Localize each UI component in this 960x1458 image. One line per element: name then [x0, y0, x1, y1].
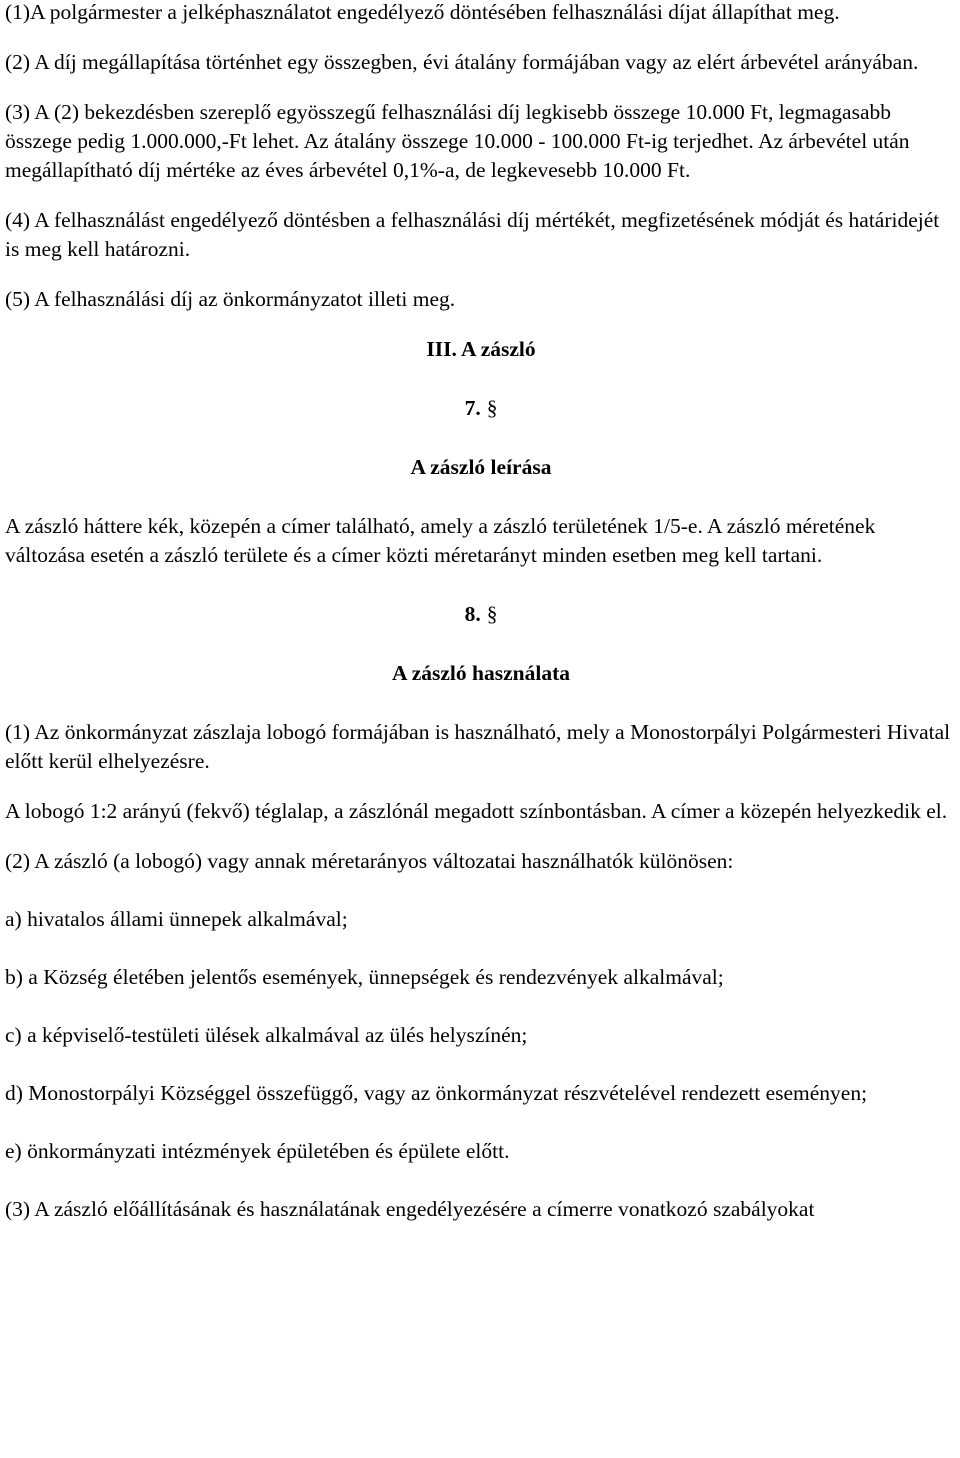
- section-sign-symbol: §: [486, 396, 498, 420]
- paragraph-7-title: A zászló leírása: [410, 455, 552, 479]
- paragraph-8-item-3: (2) A zászló (a lobogó) vagy annak méretarányos változatai használhatók különösen:: [5, 849, 734, 873]
- paragraph-8-item-last: (3) A zászló előállításának és használatának engedélyezésére a címerre vonatkozó szabályokat: [5, 1197, 815, 1221]
- section-sign-symbol: §: [486, 602, 498, 626]
- list-item-b: b) a Község életében jelentős események, ünnepségek és rendezvények alkalmával;: [5, 965, 724, 989]
- paragraph-3: (3) A (2) bekezdésben szereplő egyösszegű felhasználási díj legkisebb összege 10.000 Ft, legmagasabb összege pedig 1.000.000,-Ft lehet. Az átalány összege 10.000 - 100.000 Ft-ig terjedhet. Az árbevétel után megállapítható díj mértéke az éves árbevétel 0,1%-a, de legkevesebb 10.000 Ft.: [5, 100, 910, 182]
- paragraph-number-8-label: 8.: [464, 602, 481, 626]
- paragraph-5: (5) A felhasználási díj az önkormányzatot illeti meg.: [5, 287, 456, 311]
- document-page: [5, 0, 957, 1245]
- paragraph-1: (1)A polgármester a jelképhasználatot engedélyező döntésében felhasználási díjat állapíthat meg.: [5, 0, 840, 24]
- list-item-c: c) a képviselő-testületi ülések alkalmával az ülés helyszínén;: [5, 1023, 528, 1047]
- section-heading: III. A zászló: [426, 337, 536, 361]
- paragraph-4: (4) A felhasználást engedélyező döntésben a felhasználási díj mértékét, megfizetésének módját és határidejét is meg kell határozni.: [5, 208, 940, 261]
- paragraph-7-text: A zászló háttere kék, közepén a címer található, amely a zászló területének 1/5-e. A zászló méretének változása esetén a zászló területe és a címer közti méretarányt minden esetben meg kell tartani.: [5, 514, 876, 567]
- paragraph-number-8: [5, 600, 957, 629]
- list-item-e: e) önkormányzati intézmények épületében és épülete előtt.: [5, 1139, 510, 1163]
- list-item-d: d) Monostorpályi Községgel összefüggő, vagy az önkormányzat részvételével rendezett eseményen;: [5, 1081, 868, 1105]
- paragraph-2: (2) A díj megállapítása történhet egy összegben, évi átalány formájában vagy az elért árbevétel arányában.: [5, 50, 919, 74]
- paragraph-8-item-1: (1) Az önkormányzat zászlaja lobogó formájában is használható, mely a Monostorpályi Polgármesteri Hivatal előtt kerül elhelyezésre.: [5, 720, 951, 773]
- paragraph-number-7-label: 7.: [464, 396, 481, 420]
- paragraph-number-7: [5, 394, 957, 423]
- paragraph-8-item-2: A lobogó 1:2 arányú (fekvő) téglalap, a zászlónál megadott színbontásban. A címer a közepén helyezkedik el.: [5, 799, 948, 823]
- list-item-a: a) hivatalos állami ünnepek alkalmával;: [5, 907, 348, 931]
- paragraph-8-title: A zászló használata: [392, 661, 570, 685]
